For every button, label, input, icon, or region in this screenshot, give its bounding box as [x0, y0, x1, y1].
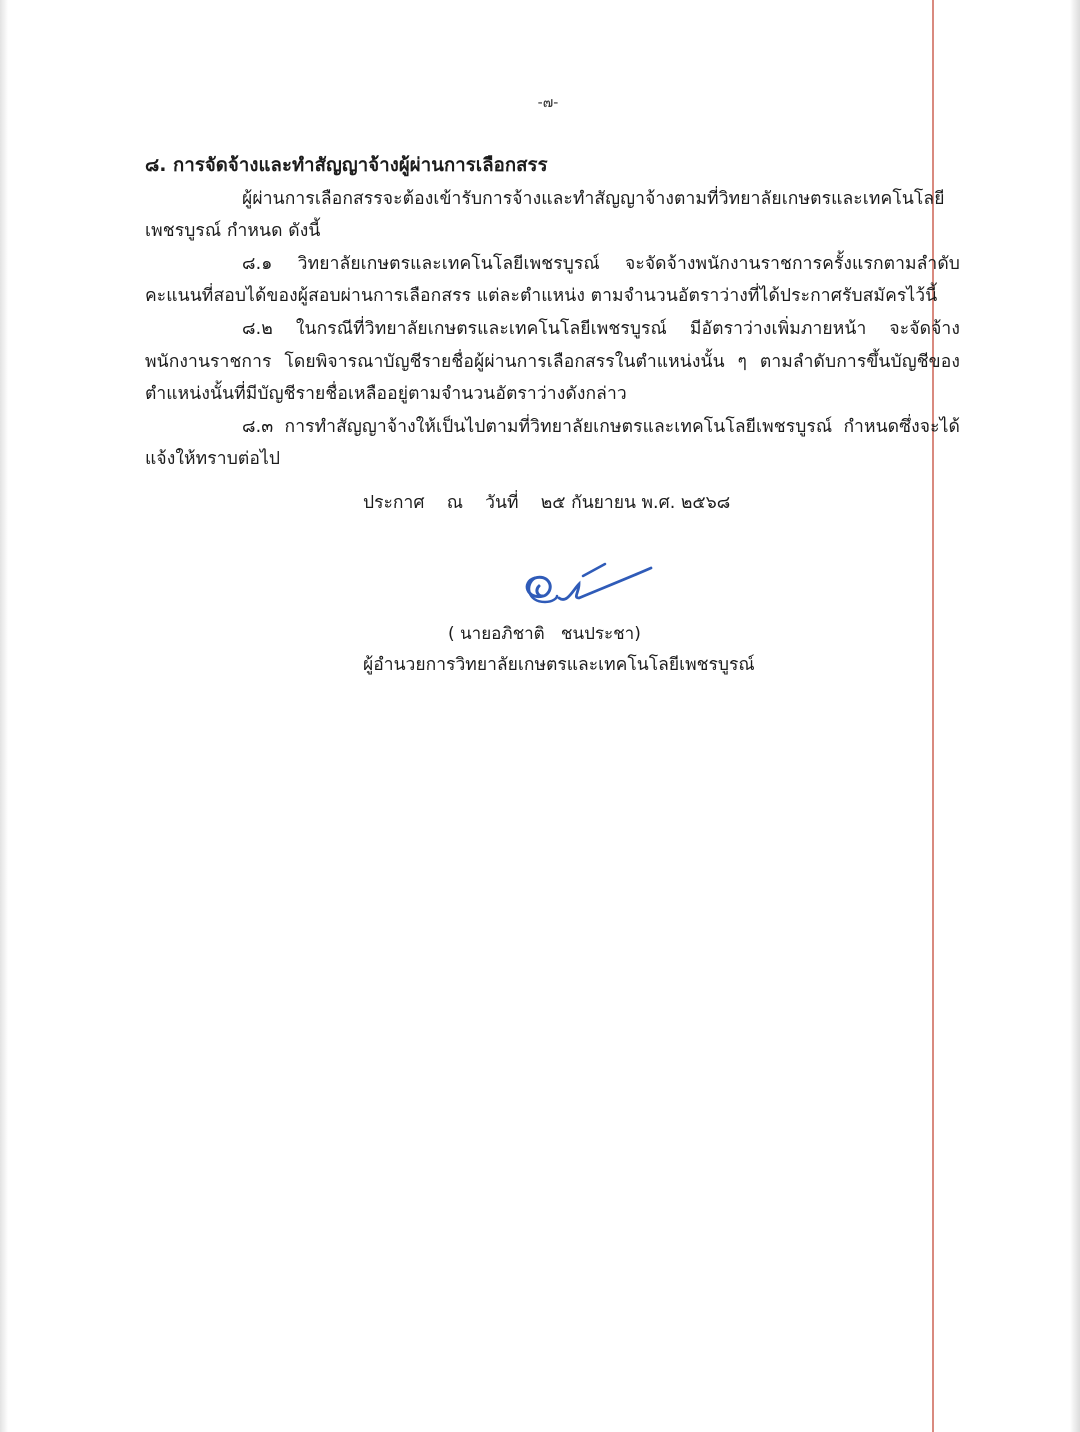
intro-paragraph: ผู้ผ่านการเลือกสรรจะต้องเข้ารับการจ้างและทำสัญญาจ้างตามที่วิทยาลัยเกษตรและเทคโนโลยีเพชรบูรณ์ กำหนด ดังนี้: [145, 188, 945, 242]
document-body: [145, 150, 960, 476]
signer-name: ( นายอภิชาติ ชนประชา): [448, 624, 641, 644]
item-8-3: ๘.๓ การทำสัญญาจ้างให้เป็นไปตามที่วิทยาลัยเกษตรและเทคโนโลยีเพชรบูรณ์ กำหนดซึ่งจะได้แจ้งให้ทราบต่อไป: [145, 416, 960, 470]
document-page: [8, 0, 1070, 1432]
viewer-left-edge: [0, 0, 8, 1432]
item-8-2: ๘.๒ ในกรณีที่วิทยาลัยเกษตรและเทคโนโลยีเพชรบูรณ์ มีอัตราว่างเพิ่มภายหน้า จะจัดจ้างพนักงานราชการ โดยพิจารณาบัญชีรายชื่อผู้ผ่านการเลือกสรรในตำแหน่งนั้น ๆ ตามลำดับการขึ้นบัญชีของตำแหน่งนั้นที่มีบัญชีรายชื่อเหลืออยู่ตามจำนวนอัตราว่างดังกล่าว: [145, 318, 960, 405]
signature-icon: [513, 556, 658, 616]
page-number: -๗-: [537, 95, 559, 111]
section-heading: ๘. การจัดจ้างและทำสัญญาจ้างผู้ผ่านการเลือกสรร: [145, 155, 548, 176]
item-8-1: ๘.๑ วิทยาลัยเกษตรและเทคโนโลยีเพชรบูรณ์ จะจัดจ้างพนักงานราชการครั้งแรกตามลำดับคะแนนที่สอบได้ของผู้สอบผ่านการเลือกสรร แต่ละตำแหน่ง ตามจำนวนอัตราว่างที่ได้ประกาศรับสมัครไว้นี้: [145, 253, 960, 307]
viewer-right-edge: [1070, 0, 1080, 1432]
announcement-date: ประกาศ ณ วันที่ ๒๕ กันยายน พ.ศ. ๒๕๖๘: [363, 493, 731, 513]
signer-title: ผู้อำนวยการวิทยาลัยเกษตรและเทคโนโลยีเพชรบูรณ์: [363, 655, 755, 675]
